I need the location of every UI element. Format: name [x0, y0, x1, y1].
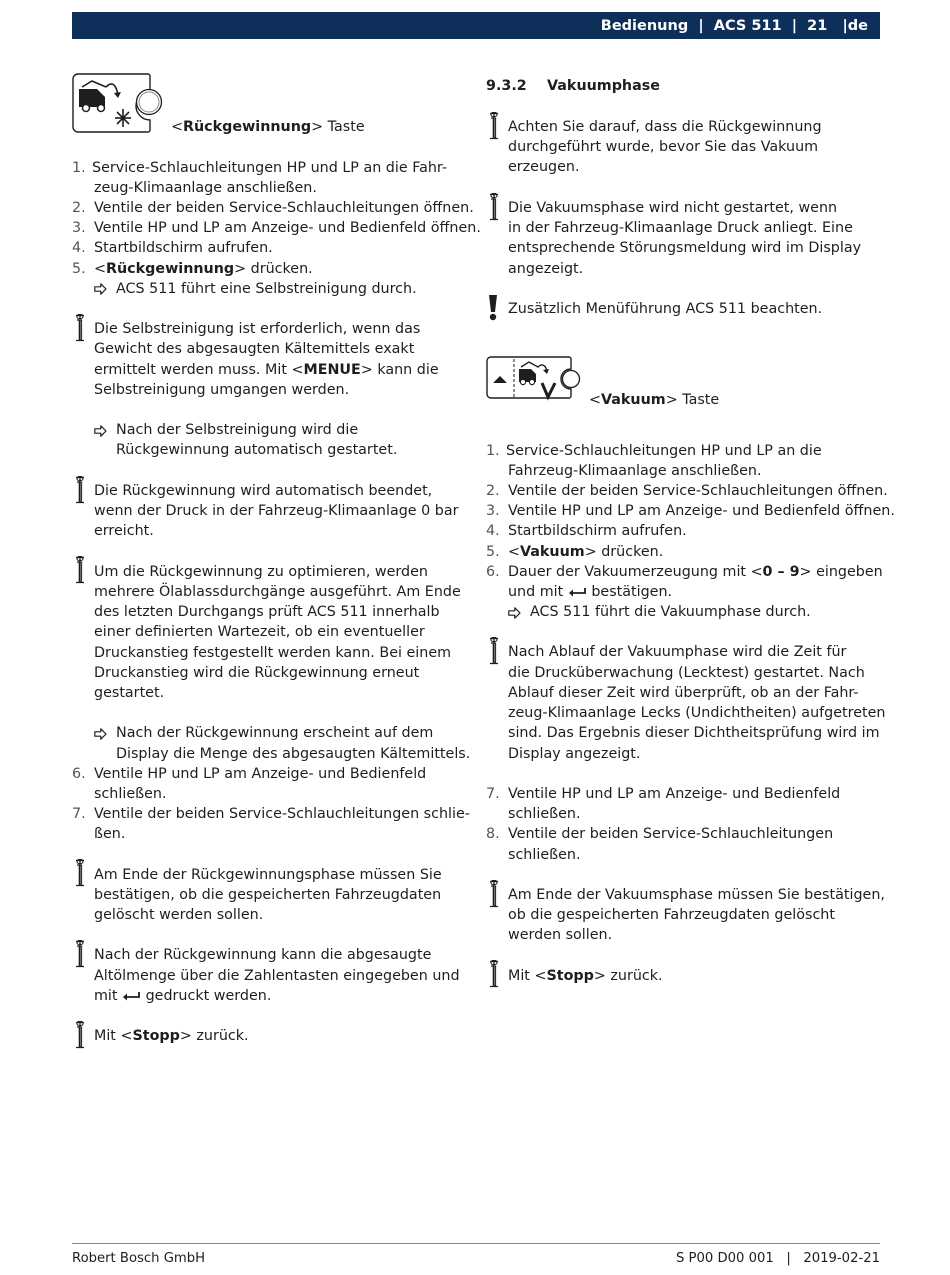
note-text: Achten Sie darauf, dass die Rückgewinnung	[508, 119, 822, 135]
note-text: Druckanstieg wird die Rückgewinnung erneut	[94, 665, 420, 681]
note-text: Die Vakuumsphase wird nicht gestartet, wenn	[508, 200, 838, 216]
step-text: Ventile der beiden Service-Schlauchleitungen öffnen.	[94, 200, 474, 216]
step-number: 5.	[486, 544, 500, 560]
info-icon	[72, 1021, 88, 1051]
note-text: gestartet.	[94, 685, 165, 701]
note-text: Die Rückgewinnung wird automatisch beendet,	[94, 483, 433, 499]
recovery-key-icon	[72, 73, 164, 133]
note-text: die Drucküberwachung (Lecktest) gestartet. Nach	[508, 665, 865, 681]
step-text: Ventile der beiden Service-Schlauchleitungen	[508, 826, 834, 842]
header-sep: |	[791, 17, 798, 34]
step-number: 4.	[486, 523, 500, 539]
step-text: Startbildschirm aufrufen.	[508, 523, 687, 539]
note-text: Mit <Stopp> zurück.	[508, 968, 663, 984]
step-text: Ventile HP und LP am Anzeige- und Bedienfeld öffnen.	[508, 503, 895, 519]
header-lang: de	[847, 17, 868, 34]
info-icon	[72, 314, 88, 344]
header-sep: |	[842, 17, 848, 34]
note-text: werden sollen.	[508, 927, 613, 943]
section-title: Vakuumphase	[547, 78, 660, 94]
step-text: schließen.	[508, 806, 581, 822]
header-section: Bedienung	[600, 17, 689, 34]
vacuum-key-title: <Vakuum> Taste	[589, 392, 720, 408]
result-arrow-icon	[508, 607, 521, 619]
step-number: 6.	[72, 766, 86, 782]
result-arrow-icon	[94, 425, 107, 437]
note-text: mit gedruckt werden.	[94, 988, 272, 1004]
note-text: Druckanstieg festgestellt werden kann. Bei einem	[94, 645, 452, 661]
recovery-key-title: <Rückgewinnung> Taste	[171, 119, 365, 135]
step-number: 1.	[486, 443, 500, 459]
note-text: ob die gespeicherten Fahrzeugdaten gelöscht	[508, 907, 835, 923]
note-text: durchgeführt wurde, bevor Sie das Vakuum	[508, 139, 819, 155]
result-text: Display die Menge des abgesaugten Kältemittels.	[116, 746, 471, 762]
step-number: 3.	[72, 220, 86, 236]
note-text: einer definierten Wartezeit, ob ein eventueller	[94, 624, 425, 640]
header-product: ACS 511	[713, 17, 782, 34]
info-icon	[72, 476, 88, 506]
step-text: schließen.	[508, 847, 581, 863]
header-sep: |	[698, 17, 704, 34]
step-number: 4.	[72, 240, 86, 256]
note-text: sind. Das Ergebnis dieser Dichtheitsprüfung wird im	[508, 725, 880, 741]
result-text: Rückgewinnung automatisch gestartet.	[116, 442, 398, 458]
info-icon	[72, 859, 88, 889]
step-number: 3.	[486, 503, 500, 519]
step-text: <Vakuum> drücken.	[508, 544, 664, 560]
page-header	[72, 12, 880, 39]
vacuum-key-icon	[486, 356, 582, 401]
note-text: Selbstreinigung umgangen werden.	[94, 382, 350, 398]
step-number: 2.	[486, 483, 500, 499]
step-text: und mit bestätigen.	[508, 584, 673, 600]
result-arrow-icon	[94, 728, 107, 740]
info-icon	[486, 112, 502, 142]
step-text: schließen.	[94, 786, 167, 802]
step-text: zeug-Klimaanlage anschließen.	[94, 180, 317, 196]
result-text: Nach der Rückgewinnung erscheint auf dem	[116, 725, 434, 741]
step-number: 8.	[486, 826, 500, 842]
step-text: Service-Schlauchleitungen HP und LP an die	[506, 443, 822, 459]
enter-key-icon	[568, 587, 587, 597]
note-text: bestätigen, ob die gespeicherten Fahrzeugdaten	[94, 887, 442, 903]
note-text: ermittelt werden muss. Mit <MENUE> kann die	[94, 362, 439, 378]
header-page: 21	[807, 17, 828, 34]
step-text: Startbildschirm aufrufen.	[94, 240, 273, 256]
step-text: Ventile HP und LP am Anzeige- und Bedienfeld öffnen.	[94, 220, 481, 236]
section-number: 9.3.2	[486, 78, 527, 94]
footer-company: Robert Bosch GmbH	[72, 1251, 206, 1266]
step-text: Ventile HP und LP am Anzeige- und Bedienfeld	[94, 766, 427, 782]
step-text: Ventile HP und LP am Anzeige- und Bedienfeld	[508, 786, 841, 802]
note-text: Ablauf dieser Zeit wird überprüft, ob an der Fahr-	[508, 685, 859, 701]
note-text: angezeigt.	[508, 261, 584, 277]
note-text: gelöscht werden sollen.	[94, 907, 264, 923]
result-text: ACS 511 führt eine Selbstreinigung durch.	[116, 281, 417, 297]
step-text: Ventile der beiden Service-Schlauchleitungen schlie-	[94, 806, 470, 822]
step-text: Ventile der beiden Service-Schlauchleitungen öffnen.	[508, 483, 888, 499]
note-text: entsprechende Störungsmeldung wird im Display	[508, 240, 862, 256]
footer-rule	[72, 1243, 880, 1244]
note-text: Um die Rückgewinnung zu optimieren, werden	[94, 564, 428, 580]
step-number: 6.	[486, 564, 500, 580]
info-icon	[486, 960, 502, 990]
note-text: Mit <Stopp> zurück.	[94, 1028, 249, 1044]
result-text: ACS 511 führt die Vakuumphase durch.	[530, 604, 811, 620]
note-text: erreicht.	[94, 523, 154, 539]
step-text: Fahrzeug-Klimaanlage anschließen.	[508, 463, 762, 479]
step-text: Service-Schlauchleitungen HP und LP an die Fahr-	[92, 160, 448, 176]
note-text: wenn der Druck in der Fahrzeug-Klimaanlage 0 bar	[94, 503, 459, 519]
note-text: Display angezeigt.	[508, 746, 641, 762]
note-text: Am Ende der Rückgewinnungsphase müssen Sie	[94, 867, 442, 883]
step-text: Dauer der Vakuumerzeugung mit <0 – 9> eingeben	[508, 564, 883, 580]
step-text: <Rückgewinnung> drücken.	[94, 261, 313, 277]
note-text: Nach Ablauf der Vakuumphase wird die Zeit für	[508, 644, 847, 660]
note-text: Die Selbstreinigung ist erforderlich, wenn das	[94, 321, 421, 337]
info-icon	[72, 556, 88, 586]
step-number: 1.	[72, 160, 86, 176]
warning-icon	[487, 293, 499, 321]
warning-text: Zusätzlich Menüführung ACS 511 beachten.	[508, 301, 823, 317]
step-number: 7.	[486, 786, 500, 802]
info-icon	[486, 637, 502, 667]
note-text: erzeugen.	[508, 159, 580, 175]
note-text: Gewicht des abgesaugten Kältemittels exakt	[94, 341, 415, 357]
step-number: 5.	[72, 261, 86, 277]
info-icon	[486, 880, 502, 910]
enter-key-icon	[122, 991, 141, 1001]
footer-doc-info: S P00 D00 001 | 2019-02-21	[675, 1251, 880, 1266]
note-text: des letzten Durchgangs prüft ACS 511 innerhalb	[94, 604, 440, 620]
note-text: in der Fahrzeug-Klimaanlage Druck anliegt. Eine	[508, 220, 853, 236]
step-text: ßen.	[94, 826, 126, 842]
note-text: zeug-Klimaanlage Lecks (Undichtheiten) aufgetreten	[508, 705, 886, 721]
note-text: Am Ende der Vakuumsphase müssen Sie bestätigen,	[508, 887, 885, 903]
info-icon	[72, 940, 88, 970]
step-number: 2.	[72, 200, 86, 216]
note-text: Nach der Rückgewinnung kann die abgesaugte	[94, 947, 432, 963]
note-text: Altölmenge über die Zahlentasten eingegeben und	[94, 968, 460, 984]
result-arrow-icon	[94, 283, 107, 295]
info-icon	[486, 193, 502, 223]
note-text: mehrere Ölablassdurchgänge ausgeführt. Am Ende	[94, 584, 461, 600]
result-text: Nach der Selbstreinigung wird die	[116, 422, 359, 438]
step-number: 7.	[72, 806, 86, 822]
